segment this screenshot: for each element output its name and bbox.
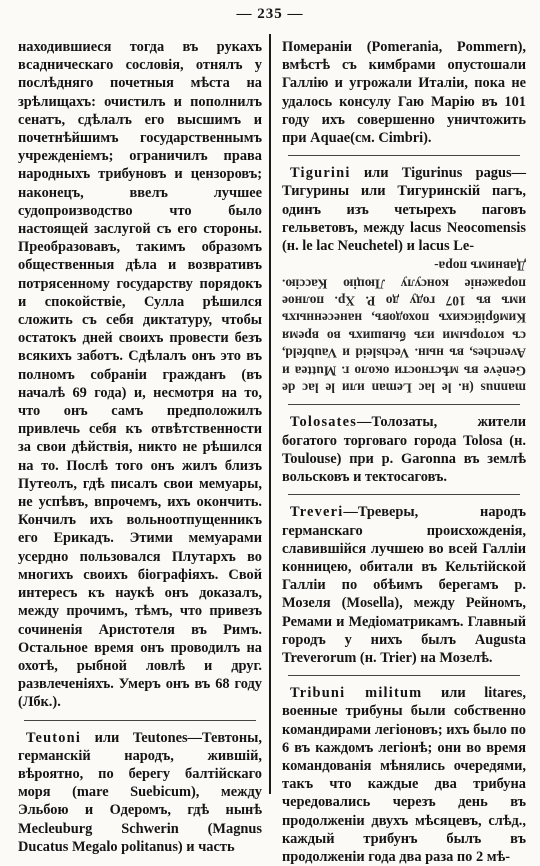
entry-tribuni-militum [282,684,526,866]
page-number: — 235 — [236,6,304,22]
entry-treveri [282,503,526,667]
entry-separator [288,675,520,676]
entry-tribuni-text: или litares, военные трибуны были собственно командирами легіоновъ; ихъ было по 6 въ каждомъ легіонѣ; они во время командованія мѣнялись очередями, такъ что каждые два трибуна чередовались черезъ день въ продолженіи двухъ мѣсяцевъ, слѣд., каждый трибунъ былъ въ продолженіи года два раза по 2 мѣ- [282,685,526,865]
entry-separator [288,155,520,156]
entry-teutoni [18,729,262,856]
entry-tigurini [282,164,526,255]
teutoni-continuation: Помераніи (Pomerania, Pommern), вмѣстѣ съ кимбрами опустошали Галлію и угрожали Италіи, пока не удалось консулу Гаю Марію въ 101 году ихъ совершенно уничтожить при Aquae(см. Cimbri). [282,39,526,147]
headword-tolosates: Tolosates [290,414,358,431]
headword-treveri: Treveri [290,504,344,521]
entry-tigurini-text: или Tigurinus pagus—Тигурины или Тигуринскій пагъ, одинъ изъ четырехъ паговъ гельветовъ, между lacus Neocomensis (н. le lac Neuchetel) и lacus Le- [282,165,526,255]
column-divider [269,34,271,794]
headword-tribuni-militum: Tribuni militum [290,685,423,702]
right-column [282,38,526,866]
sulla-entry-continuation: находившиеся тогда въ рукахъ всадническаго сословія, отнялъ у послѣдняго почетныя мѣста на зрѣлищахъ: очистилъ и пополнилъ сенатъ, сдѣлалъ его высшимъ и почетнѣйшимъ государственнымъ учрежденіемъ; ограничилъ права народныхъ трибуновъ и цензоровъ; наконецъ, ввелъ лучшее судопроизводство что было настоящей заслугой съ его стороны. Преобразовавъ, такимъ образомъ общественныя дѣла и возвративъ потрясенному государству порядокъ и спокойствіе, Сулла рѣшился сложить съ себя диктатуру, чтобы остатокъ дней своихъ провести безъ всякихъ заботъ. Сдѣлалъ онъ это въ полномъ собраніи гражданъ (въ началѣ 69 года) и, несмотря на то, что онъ самъ предположилъ привлечь себя къ отвѣтственности за свои дѣйствія, никто не рѣшился на то. Послѣ того онъ жилъ близъ Путеолъ, гдѣ писалъ свои мемуары, не успѣвъ, впрочемъ, ихъ окончить. Кончилъ ихъ вольноотпущенникъ его Ерикадъ. Этими мемуарами усердно пользовался Плутархъ во многихъ своихъ біографіяхъ. Свой интересъ къ наукѣ онъ доказалъ, между прочимъ, тѣмъ, что привезъ сочиненія Аристотеля въ Римъ. Остальное время онъ проводилъ на охотѣ, рыбной ловлѣ и друг. развлеченіяхъ. Умеръ онъ въ 68 году (Лбк.). [18,39,262,711]
left-column [18,38,262,856]
entry-separator [288,494,520,495]
entry-teutoni-text: или Teutones—Тевтоны, германскій народъ, жившій, вѣроятно, по берегу балтійскаго моря (mare Suebicum), между Эльбою и Одеромъ, гдѣ нынѣ Mecleuburg Schwerin (Magnus Ducatus Megalo politanus) и часть [18,729,262,855]
entry-tolosates-text: —Толозаты, жители богатого торговаго города Tolosa (н. Toulouse) при р. Garonna въ землѣ вольсковъ и тектосаговъ. [282,414,526,486]
headword-teutoni: Teutoni [26,729,82,746]
entry-separator [24,720,256,721]
headword-tigurini: Tigurini [290,165,351,182]
entry-tolosates [282,413,526,486]
entry-separator [288,404,520,405]
entry-tigurini-inverted-text: mannus (н. le lac Leman или le lac de Genève въ мѣстности около г. Muttea и Avenches, въ нын. Vechsleid и Vaubfeld, съ которыми изъ бывшихъ во время Кимбрійскихъ походовъ, нанесенныхъ имъ въ 107 году до Р. Хр. полное пораженіе консулу Люцію Кассію. Давнимъ пора- [282,258,526,396]
entry-treveri-text: —Треверы, народъ германскаго происхожденія, славившійся лучшею во всей Галліи конницею, обитали въ Кельтійской Галліи по обѣимъ берегамъ р. Мозеля (Mosella), между Рейномъ, Ремами и Медіоматрикамъ. Главный городъ у нихъ былъ Augusta Treverorum (н. Trier) на Мозелѣ. [282,504,526,666]
